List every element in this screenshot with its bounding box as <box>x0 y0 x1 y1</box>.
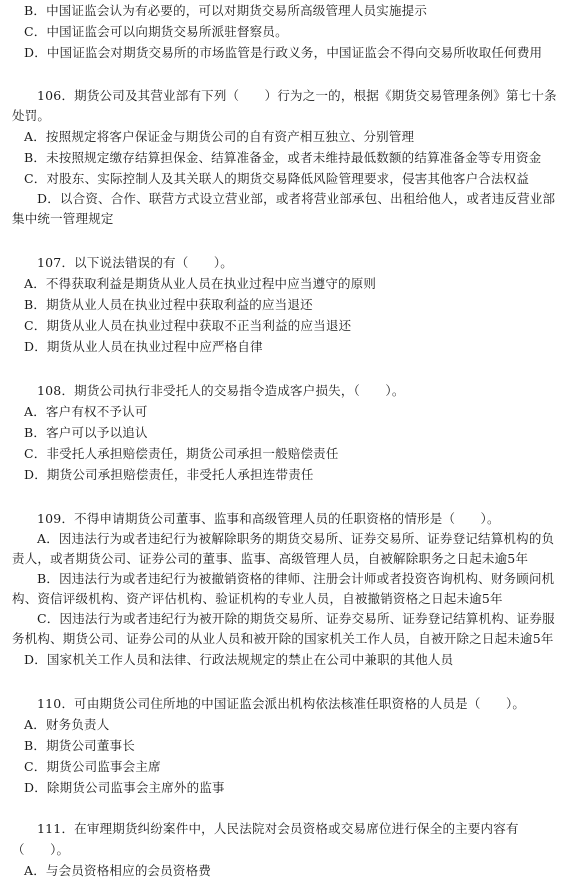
option-d: D．期货从业人员在执业过程中应严格自律 <box>24 339 263 354</box>
option-d: D．除期货公司监事会主席外的监事 <box>24 780 225 795</box>
option-b: B．期货从业人员在执业过程中获取利益的应当退还 <box>24 297 313 312</box>
option-a: A．客户有权不予认可 <box>24 404 148 419</box>
question-stem: 108．期货公司执行非受托人的交易指令造成客户损失，（ ）。 <box>37 383 405 398</box>
option-b: B．客户可以予以追认 <box>24 425 148 440</box>
option-d: D．中国证监会对期货交易所的市场监管是行政义务，中国证监会不得向交易所收取任何费用 <box>24 45 543 60</box>
question-107 <box>12 252 566 357</box>
question-stem: 111．在审理期货纠纷案件中，人民法院对会员资格或交易席位进行保全的主要内容有（ ）。 <box>12 821 519 857</box>
carryover-options <box>12 0 566 63</box>
option-c: C．对股东、实际控制人及其关联人的期货交易降低风险管理要求，侵害其他客户合法权益 <box>24 171 530 186</box>
option-b: B．期货公司董事长 <box>24 738 135 753</box>
option-c: C．期货从业人员在执业过程中获取不正当利益的应当退还 <box>24 318 352 333</box>
option-b: B．中国证监会认为有必要的，可以对期货交易所高级管理人员实施提示 <box>24 3 428 18</box>
question-108 <box>12 380 566 485</box>
option-a: A．按照规定将客户保证金与期货公司的自有资产相互独立、分别管理 <box>24 129 415 144</box>
question-110 <box>12 693 566 798</box>
option-a: A．因违法行为或者违纪行为被解除职务的期货交易所、证券交易所、证券登记结算机构的负责人，或者期货公司、证券公司的董事、监事、高级管理人员，自被解除职务之日起未逾5年 <box>12 531 555 566</box>
option-d: D．期货公司承担赔偿责任，非受托人承担连带责任 <box>24 467 314 482</box>
option-b: B．因违法行为或者违纪行为被撤销资格的律师、注册会计师或者投资咨询机构、财务顾问机构、资信评级机构、资产评估机构、验证机构的专业人员，自被撤销资格之日起未逾5年 <box>12 571 555 606</box>
option-a: A．财务负责人 <box>24 717 110 732</box>
question-stem: 107．以下说法错误的有（ ）。 <box>37 255 234 270</box>
question-106 <box>12 86 566 229</box>
question-stem: 110．可由期货公司住所地的中国证监会派出机构依法核准任职资格的人员是（ ）。 <box>37 696 526 711</box>
question-stem: 109．不得申请期货公司董事、监事和高级管理人员的任职资格的情形是（ ）。 <box>37 511 500 526</box>
question-111 <box>12 818 566 881</box>
option-a: A．与会员资格相应的会员资格费 <box>24 863 212 878</box>
option-c: C．期货公司监事会主席 <box>24 759 161 774</box>
option-b: B．未按照规定缴存结算担保金、结算准备金，或者未维持最低数额的结算准备金等专用资金 <box>24 150 542 165</box>
option-d: D．以合资、合作、联营方式设立营业部，或者将营业部承包、出租给他人，或者违反营业部集中统一管理规定 <box>12 191 556 226</box>
question-stem: 106．期货公司及其营业部有下列（ ）行为之一的，根据《期货交易管理条例》第七十条处罚。 <box>12 88 557 123</box>
option-c: C．中国证监会可以向期货交易所派驻督察员。 <box>24 24 288 39</box>
question-109 <box>12 508 566 670</box>
option-a: A．不得获取利益是期货从业人员在执业过程中应当遵守的原则 <box>24 276 377 291</box>
option-d: D．国家机关工作人员和法律、行政法规规定的禁止在公司中兼职的其他人员 <box>24 652 454 667</box>
option-c: C．非受托人承担赔偿责任，期货公司承担一般赔偿责任 <box>24 446 339 461</box>
option-c: C．因违法行为或者违纪行为被开除的期货交易所、证券交易所、证券登记结算机构、证券服务机构、期货公司、证券公司的从业人员和被开除的国家机关工作人员，自被开除之日起未逾5年 <box>12 611 555 646</box>
